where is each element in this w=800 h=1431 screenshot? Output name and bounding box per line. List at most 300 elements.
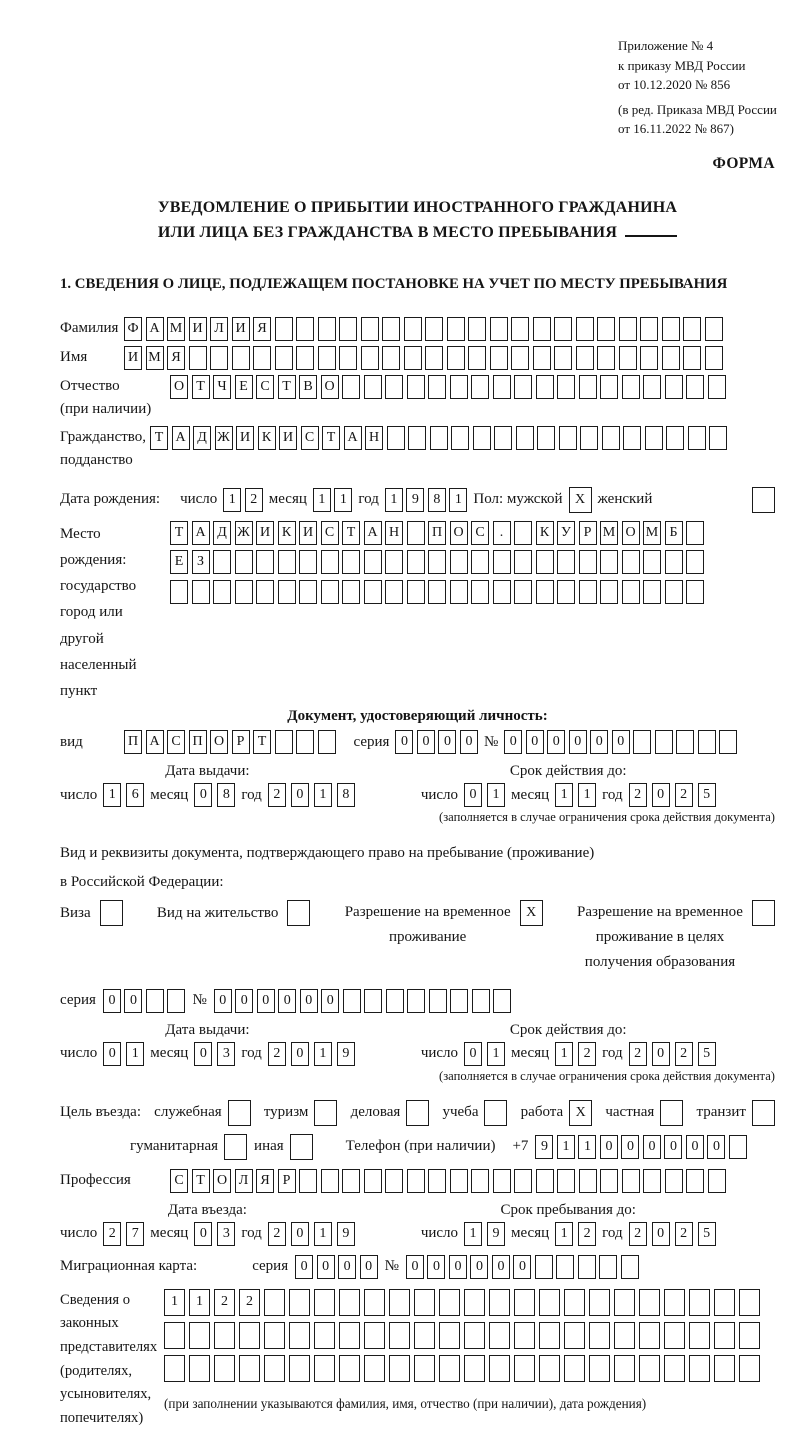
char-cell[interactable] — [752, 487, 775, 513]
char-cell[interactable]: Т — [278, 375, 296, 399]
char-cell[interactable] — [579, 580, 597, 604]
char-cell[interactable] — [643, 580, 661, 604]
representatives-row2[interactable] — [164, 1322, 760, 1349]
char-cell[interactable] — [493, 1169, 511, 1193]
char-cell[interactable]: И — [279, 426, 297, 450]
char-cell[interactable] — [167, 989, 185, 1013]
char-cell[interactable]: 0 — [513, 1255, 531, 1279]
char-cell[interactable] — [714, 1355, 735, 1382]
char-cell[interactable]: Т — [192, 1169, 210, 1193]
char-cell[interactable]: О — [213, 1169, 231, 1193]
char-cell[interactable] — [264, 1289, 285, 1316]
char-cell[interactable]: 2 — [675, 783, 693, 807]
char-cell[interactable] — [170, 580, 188, 604]
purpose-work-checkbox[interactable] — [569, 1100, 592, 1126]
char-cell[interactable]: X — [569, 487, 592, 513]
identity-valid-month[interactable] — [555, 783, 596, 807]
char-cell[interactable]: Я — [256, 1169, 274, 1193]
char-cell[interactable] — [464, 1355, 485, 1382]
char-cell[interactable] — [464, 1322, 485, 1349]
char-cell[interactable] — [278, 580, 296, 604]
char-cell[interactable]: 0 — [643, 1135, 661, 1159]
char-cell[interactable] — [361, 346, 379, 370]
char-cell[interactable] — [228, 1100, 251, 1126]
char-cell[interactable] — [290, 1134, 313, 1160]
char-cell[interactable] — [385, 580, 403, 604]
char-cell[interactable] — [752, 1100, 775, 1126]
char-cell[interactable] — [619, 346, 637, 370]
char-cell[interactable] — [511, 317, 529, 341]
char-cell[interactable]: С — [167, 730, 185, 754]
char-cell[interactable] — [451, 426, 469, 450]
char-cell[interactable] — [406, 1100, 429, 1126]
char-cell[interactable] — [580, 426, 598, 450]
char-cell[interactable] — [739, 1289, 760, 1316]
char-cell[interactable] — [556, 1255, 574, 1279]
char-cell[interactable]: 1 — [189, 1289, 210, 1316]
char-cell[interactable]: 0 — [621, 1135, 639, 1159]
char-cell[interactable] — [364, 375, 382, 399]
char-cell[interactable]: 5 — [698, 1042, 716, 1066]
char-cell[interactable]: 1 — [487, 783, 505, 807]
char-cell[interactable] — [342, 375, 360, 399]
char-cell[interactable]: 0 — [291, 783, 309, 807]
char-cell[interactable] — [729, 1135, 747, 1159]
char-cell[interactable]: И — [236, 426, 254, 450]
char-cell[interactable]: Е — [170, 550, 188, 574]
char-cell[interactable] — [213, 550, 231, 574]
purpose-transit-checkbox[interactable] — [752, 1100, 775, 1126]
char-cell[interactable] — [665, 550, 683, 574]
char-cell[interactable]: 0 — [103, 989, 121, 1013]
migration-number-field[interactable] — [406, 1255, 639, 1279]
char-cell[interactable] — [408, 426, 426, 450]
char-cell[interactable]: 0 — [492, 1255, 510, 1279]
char-cell[interactable] — [514, 375, 532, 399]
char-cell[interactable] — [622, 580, 640, 604]
representatives-row3[interactable] — [164, 1355, 760, 1382]
char-cell[interactable]: 2 — [268, 783, 286, 807]
char-cell[interactable]: 1 — [449, 488, 467, 512]
char-cell[interactable]: 1 — [314, 1222, 332, 1246]
sex-female-checkbox[interactable] — [752, 487, 775, 513]
char-cell[interactable] — [425, 317, 443, 341]
char-cell[interactable] — [189, 1322, 210, 1349]
purpose-business-checkbox[interactable] — [406, 1100, 429, 1126]
birth-place-row3[interactable] — [170, 580, 704, 604]
char-cell[interactable] — [364, 550, 382, 574]
purpose-tourism-checkbox[interactable] — [314, 1100, 337, 1126]
char-cell[interactable] — [623, 426, 641, 450]
char-cell[interactable] — [385, 550, 403, 574]
char-cell[interactable]: П — [124, 730, 142, 754]
visa-checkbox[interactable] — [100, 900, 123, 926]
char-cell[interactable] — [535, 1255, 553, 1279]
char-cell[interactable] — [493, 989, 511, 1013]
char-cell[interactable] — [597, 346, 615, 370]
char-cell[interactable]: О — [170, 375, 188, 399]
char-cell[interactable] — [589, 1355, 610, 1382]
char-cell[interactable]: 1 — [313, 488, 331, 512]
char-cell[interactable] — [516, 426, 534, 450]
char-cell[interactable] — [471, 580, 489, 604]
char-cell[interactable]: З — [192, 550, 210, 574]
char-cell[interactable]: 2 — [629, 1222, 647, 1246]
birth-month-field[interactable] — [313, 488, 353, 512]
char-cell[interactable] — [514, 550, 532, 574]
char-cell[interactable] — [146, 989, 164, 1013]
char-cell[interactable] — [686, 521, 704, 545]
char-cell[interactable] — [686, 1169, 704, 1193]
char-cell[interactable]: 2 — [268, 1222, 286, 1246]
char-cell[interactable] — [665, 1169, 683, 1193]
char-cell[interactable]: 2 — [675, 1222, 693, 1246]
char-cell[interactable] — [473, 426, 491, 450]
char-cell[interactable]: 0 — [464, 1042, 482, 1066]
purpose-other-checkbox[interactable] — [290, 1134, 313, 1160]
char-cell[interactable]: М — [146, 346, 164, 370]
char-cell[interactable] — [539, 1289, 560, 1316]
char-cell[interactable]: 0 — [338, 1255, 356, 1279]
char-cell[interactable] — [382, 346, 400, 370]
char-cell[interactable] — [643, 550, 661, 574]
identity-issue-day[interactable] — [103, 783, 144, 807]
char-cell[interactable]: 0 — [438, 730, 456, 754]
char-cell[interactable] — [579, 1169, 597, 1193]
char-cell[interactable] — [633, 730, 651, 754]
char-cell[interactable]: И — [256, 521, 274, 545]
char-cell[interactable]: Я — [253, 317, 271, 341]
char-cell[interactable]: 2 — [578, 1222, 596, 1246]
entry-day-field[interactable] — [103, 1222, 144, 1246]
char-cell[interactable] — [450, 989, 468, 1013]
char-cell[interactable] — [468, 317, 486, 341]
char-cell[interactable] — [705, 317, 723, 341]
char-cell[interactable] — [564, 1289, 585, 1316]
char-cell[interactable] — [655, 730, 673, 754]
char-cell[interactable]: 1 — [314, 783, 332, 807]
char-cell[interactable] — [564, 1322, 585, 1349]
char-cell[interactable] — [314, 1355, 335, 1382]
char-cell[interactable]: 0 — [427, 1255, 445, 1279]
surname-field[interactable] — [124, 317, 723, 341]
char-cell[interactable] — [557, 1169, 575, 1193]
char-cell[interactable] — [664, 1322, 685, 1349]
char-cell[interactable] — [621, 1255, 639, 1279]
char-cell[interactable] — [342, 1169, 360, 1193]
char-cell[interactable] — [407, 1169, 425, 1193]
char-cell[interactable]: 0 — [194, 783, 212, 807]
char-cell[interactable] — [494, 426, 512, 450]
char-cell[interactable] — [289, 1322, 310, 1349]
char-cell[interactable] — [439, 1289, 460, 1316]
char-cell[interactable]: 0 — [235, 989, 253, 1013]
char-cell[interactable] — [557, 375, 575, 399]
char-cell[interactable] — [289, 1355, 310, 1382]
char-cell[interactable] — [314, 1100, 337, 1126]
char-cell[interactable] — [275, 317, 293, 341]
char-cell[interactable]: О — [321, 375, 339, 399]
char-cell[interactable]: Д — [193, 426, 211, 450]
char-cell[interactable] — [189, 1355, 210, 1382]
char-cell[interactable] — [447, 346, 465, 370]
char-cell[interactable]: Т — [342, 521, 360, 545]
char-cell[interactable]: 2 — [629, 783, 647, 807]
char-cell[interactable] — [321, 580, 339, 604]
char-cell[interactable] — [600, 580, 618, 604]
char-cell[interactable] — [557, 580, 575, 604]
char-cell[interactable] — [235, 550, 253, 574]
char-cell[interactable]: Л — [210, 317, 228, 341]
char-cell[interactable] — [536, 550, 554, 574]
char-cell[interactable] — [321, 550, 339, 574]
char-cell[interactable] — [578, 1255, 596, 1279]
char-cell[interactable] — [614, 1355, 635, 1382]
char-cell[interactable]: С — [301, 426, 319, 450]
char-cell[interactable] — [343, 989, 361, 1013]
entry-month-field[interactable] — [194, 1222, 235, 1246]
char-cell[interactable] — [275, 346, 293, 370]
char-cell[interactable] — [213, 580, 231, 604]
char-cell[interactable]: О — [622, 521, 640, 545]
char-cell[interactable] — [714, 1322, 735, 1349]
char-cell[interactable] — [471, 1169, 489, 1193]
char-cell[interactable] — [554, 346, 572, 370]
char-cell[interactable] — [539, 1322, 560, 1349]
char-cell[interactable] — [683, 317, 701, 341]
char-cell[interactable] — [364, 1322, 385, 1349]
char-cell[interactable] — [450, 1169, 468, 1193]
char-cell[interactable] — [428, 375, 446, 399]
profession-field[interactable] — [170, 1169, 726, 1193]
char-cell[interactable]: Б — [665, 521, 683, 545]
identity-issue-month[interactable] — [194, 783, 235, 807]
char-cell[interactable] — [318, 317, 336, 341]
char-cell[interactable]: 0 — [526, 730, 544, 754]
char-cell[interactable]: 6 — [126, 783, 144, 807]
char-cell[interactable] — [100, 900, 123, 926]
char-cell[interactable] — [639, 1322, 660, 1349]
char-cell[interactable] — [688, 426, 706, 450]
char-cell[interactable] — [689, 1322, 710, 1349]
char-cell[interactable] — [493, 580, 511, 604]
char-cell[interactable]: 0 — [124, 989, 142, 1013]
residence-issue-month[interactable] — [194, 1042, 235, 1066]
char-cell[interactable] — [739, 1322, 760, 1349]
char-cell[interactable] — [490, 317, 508, 341]
residence-valid-year[interactable] — [629, 1042, 716, 1066]
char-cell[interactable]: С — [170, 1169, 188, 1193]
char-cell[interactable]: Ж — [235, 521, 253, 545]
char-cell[interactable] — [493, 375, 511, 399]
char-cell[interactable] — [428, 550, 446, 574]
char-cell[interactable]: К — [258, 426, 276, 450]
char-cell[interactable]: 9 — [337, 1222, 355, 1246]
char-cell[interactable] — [640, 346, 658, 370]
char-cell[interactable] — [296, 317, 314, 341]
char-cell[interactable]: 1 — [578, 783, 596, 807]
char-cell[interactable]: Т — [322, 426, 340, 450]
char-cell[interactable]: Н — [365, 426, 383, 450]
char-cell[interactable]: И — [189, 317, 207, 341]
residence-valid-month[interactable] — [555, 1042, 596, 1066]
char-cell[interactable] — [192, 580, 210, 604]
char-cell[interactable] — [666, 426, 684, 450]
char-cell[interactable] — [289, 1289, 310, 1316]
char-cell[interactable] — [364, 580, 382, 604]
char-cell[interactable]: 0 — [612, 730, 630, 754]
char-cell[interactable] — [472, 989, 490, 1013]
char-cell[interactable] — [689, 1355, 710, 1382]
char-cell[interactable] — [214, 1355, 235, 1382]
char-cell[interactable] — [564, 1355, 585, 1382]
doc-kind-field[interactable] — [124, 730, 336, 754]
char-cell[interactable]: А — [192, 521, 210, 545]
char-cell[interactable] — [589, 1322, 610, 1349]
char-cell[interactable] — [622, 550, 640, 574]
char-cell[interactable]: Р — [579, 521, 597, 545]
char-cell[interactable] — [645, 426, 663, 450]
char-cell[interactable] — [339, 1355, 360, 1382]
char-cell[interactable]: 3 — [217, 1222, 235, 1246]
char-cell[interactable] — [514, 580, 532, 604]
char-cell[interactable] — [264, 1322, 285, 1349]
sex-male-checkbox[interactable] — [569, 487, 592, 513]
char-cell[interactable] — [239, 1355, 260, 1382]
char-cell[interactable]: И — [232, 317, 250, 341]
char-cell[interactable] — [385, 375, 403, 399]
char-cell[interactable]: К — [278, 521, 296, 545]
char-cell[interactable] — [275, 730, 293, 754]
phone-field[interactable] — [535, 1135, 747, 1159]
char-cell[interactable] — [386, 989, 404, 1013]
char-cell[interactable]: С — [321, 521, 339, 545]
char-cell[interactable] — [708, 375, 726, 399]
char-cell[interactable]: Р — [278, 1169, 296, 1193]
char-cell[interactable] — [299, 550, 317, 574]
char-cell[interactable]: 2 — [268, 1042, 286, 1066]
char-cell[interactable] — [450, 580, 468, 604]
char-cell[interactable] — [364, 1355, 385, 1382]
char-cell[interactable] — [339, 346, 357, 370]
char-cell[interactable]: К — [536, 521, 554, 545]
char-cell[interactable]: И — [124, 346, 142, 370]
char-cell[interactable]: 1 — [557, 1135, 575, 1159]
char-cell[interactable]: П — [189, 730, 207, 754]
char-cell[interactable]: Д — [213, 521, 231, 545]
stay-day-field[interactable] — [464, 1222, 505, 1246]
char-cell[interactable]: О — [450, 521, 468, 545]
char-cell[interactable] — [714, 1289, 735, 1316]
identity-valid-year[interactable] — [629, 783, 716, 807]
char-cell[interactable] — [622, 1169, 640, 1193]
char-cell[interactable]: Р — [232, 730, 250, 754]
char-cell[interactable] — [364, 989, 382, 1013]
char-cell[interactable] — [299, 580, 317, 604]
char-cell[interactable] — [256, 550, 274, 574]
char-cell[interactable]: Л — [235, 1169, 253, 1193]
char-cell[interactable] — [689, 1289, 710, 1316]
char-cell[interactable] — [660, 1100, 683, 1126]
char-cell[interactable]: Н — [385, 521, 403, 545]
char-cell[interactable]: 0 — [317, 1255, 335, 1279]
char-cell[interactable]: 1 — [578, 1135, 596, 1159]
patronymic-field[interactable] — [170, 375, 726, 399]
char-cell[interactable]: М — [167, 317, 185, 341]
char-cell[interactable]: 0 — [214, 989, 232, 1013]
char-cell[interactable]: 0 — [460, 730, 478, 754]
char-cell[interactable] — [189, 346, 207, 370]
char-cell[interactable] — [597, 317, 615, 341]
char-cell[interactable] — [559, 426, 577, 450]
char-cell[interactable] — [407, 375, 425, 399]
char-cell[interactable] — [662, 346, 680, 370]
char-cell[interactable]: 0 — [707, 1135, 725, 1159]
char-cell[interactable] — [364, 1169, 382, 1193]
char-cell[interactable] — [287, 900, 310, 926]
char-cell[interactable]: А — [146, 317, 164, 341]
char-cell[interactable] — [296, 346, 314, 370]
char-cell[interactable]: 0 — [449, 1255, 467, 1279]
char-cell[interactable] — [493, 550, 511, 574]
char-cell[interactable]: 0 — [295, 1255, 313, 1279]
char-cell[interactable] — [428, 580, 446, 604]
char-cell[interactable]: У — [557, 521, 575, 545]
char-cell[interactable] — [214, 1322, 235, 1349]
char-cell[interactable] — [686, 580, 704, 604]
birth-place-row2[interactable] — [170, 550, 704, 574]
char-cell[interactable] — [339, 317, 357, 341]
char-cell[interactable] — [709, 426, 727, 450]
char-cell[interactable] — [622, 375, 640, 399]
char-cell[interactable] — [536, 375, 554, 399]
char-cell[interactable]: Т — [253, 730, 271, 754]
char-cell[interactable] — [164, 1322, 185, 1349]
char-cell[interactable] — [554, 317, 572, 341]
char-cell[interactable] — [484, 1100, 507, 1126]
char-cell[interactable]: О — [210, 730, 228, 754]
char-cell[interactable] — [576, 346, 594, 370]
char-cell[interactable] — [662, 317, 680, 341]
given-name-field[interactable] — [124, 346, 723, 370]
char-cell[interactable]: 5 — [698, 783, 716, 807]
purpose-humanitarian-checkbox[interactable] — [224, 1134, 247, 1160]
char-cell[interactable]: Т — [150, 426, 168, 450]
char-cell[interactable]: 9 — [535, 1135, 553, 1159]
char-cell[interactable]: 0 — [103, 1042, 121, 1066]
char-cell[interactable]: А — [172, 426, 190, 450]
residence-permit-checkbox[interactable] — [287, 900, 310, 926]
char-cell[interactable] — [665, 580, 683, 604]
char-cell[interactable] — [686, 375, 704, 399]
char-cell[interactable] — [511, 346, 529, 370]
char-cell[interactable]: Я — [167, 346, 185, 370]
char-cell[interactable] — [439, 1322, 460, 1349]
char-cell[interactable]: 1 — [164, 1289, 185, 1316]
residence-issue-day[interactable] — [103, 1042, 144, 1066]
char-cell[interactable] — [235, 580, 253, 604]
char-cell[interactable]: 9 — [487, 1222, 505, 1246]
char-cell[interactable]: 2 — [675, 1042, 693, 1066]
char-cell[interactable]: 0 — [547, 730, 565, 754]
char-cell[interactable] — [614, 1322, 635, 1349]
char-cell[interactable] — [643, 1169, 661, 1193]
char-cell[interactable]: М — [600, 521, 618, 545]
char-cell[interactable] — [342, 580, 360, 604]
char-cell[interactable]: 0 — [300, 989, 318, 1013]
char-cell[interactable]: 0 — [257, 989, 275, 1013]
char-cell[interactable]: И — [299, 521, 317, 545]
